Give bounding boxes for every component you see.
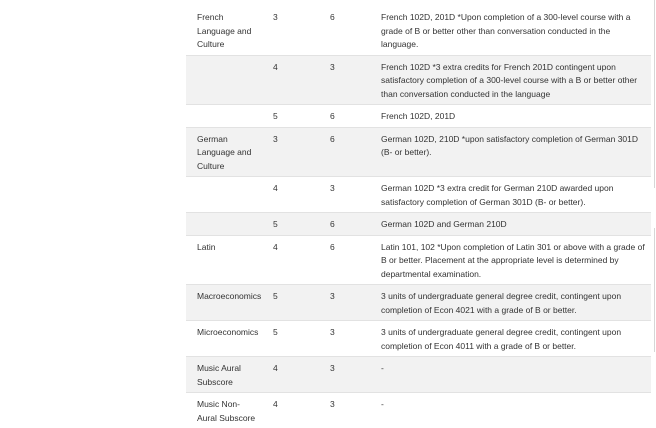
equivalency-cell: 3 units of undergraduate general degree credit, contingent upon completion of Econ 4021 with a grade of B or better. [371,285,651,321]
equivalency-cell: - [371,393,651,428]
table-row [186,321,651,357]
credits-cell: 3 [320,321,371,357]
equivalency-cell: French 102D *3 extra credits for French 201D contingent upon satisfactory completion of a 300-level course with a B or better other than conversation conducted in the language [371,55,651,105]
subject-cell: German Language and Culture [186,127,262,177]
subject-cell [186,213,262,236]
credits-cell: 6 [320,235,371,285]
subject-cell [186,105,262,128]
equivalency-cell: German 102D *3 extra credit for German 210D awarded upon satisfactory completion of German 301D (B- or better). [371,177,651,213]
subject-cell: Music Aural Subscore [186,357,262,393]
credit-table [186,0,651,428]
table-row [186,213,651,236]
score-cell: 3 [262,0,320,55]
score-cell: 3 [262,127,320,177]
scrollbar-edge [654,0,655,188]
subject-cell [186,177,262,213]
subject-cell: French Language and Culture [186,0,262,55]
equivalency-cell: French 102D, 201D *Upon completion of a 300-level course with a grade of B or better other than conversation conducted in the language. [371,0,651,55]
table-row [186,393,651,428]
equivalency-cell: Latin 101, 102 *Upon completion of Latin 301 or above with a grade of B or better. Placement at the appropriate level is determined by departmental examination. [371,235,651,285]
subject-cell: Macroeconomics [186,285,262,321]
credits-cell: 3 [320,393,371,428]
score-cell: 4 [262,177,320,213]
equivalency-cell: French 102D, 201D [371,105,651,128]
credit-table-body [186,0,651,428]
table-row [186,235,651,285]
score-cell: 5 [262,105,320,128]
credits-cell: 3 [320,177,371,213]
score-cell: 5 [262,321,320,357]
subject-cell: Microeconomics [186,321,262,357]
credits-cell: 3 [320,55,371,105]
score-cell: 4 [262,235,320,285]
scrollbar-edge [654,228,655,352]
table-row [186,177,651,213]
credits-cell: 6 [320,127,371,177]
score-cell: 5 [262,285,320,321]
score-cell: 5 [262,213,320,236]
equivalency-cell: 3 units of undergraduate general degree credit, contingent upon completion of Econ 4011 with a grade of B or better. [371,321,651,357]
equivalency-cell: German 102D and German 210D [371,213,651,236]
table-row [186,127,651,177]
credits-cell: 3 [320,357,371,393]
credit-table-container [186,0,651,428]
credits-cell: 6 [320,105,371,128]
subject-cell: Music Non-Aural Subscore [186,393,262,428]
score-cell: 4 [262,357,320,393]
subject-cell [186,55,262,105]
table-row [186,105,651,128]
equivalency-cell: - [371,357,651,393]
credits-cell: 6 [320,0,371,55]
credits-cell: 6 [320,213,371,236]
equivalency-cell: German 102D, 210D *upon satisfactory completion of German 301D (B- or better). [371,127,651,177]
table-row [186,0,651,55]
subject-cell: Latin [186,235,262,285]
table-row [186,55,651,105]
table-row [186,357,651,393]
score-cell: 4 [262,393,320,428]
table-row [186,285,651,321]
credits-cell: 3 [320,285,371,321]
score-cell: 4 [262,55,320,105]
